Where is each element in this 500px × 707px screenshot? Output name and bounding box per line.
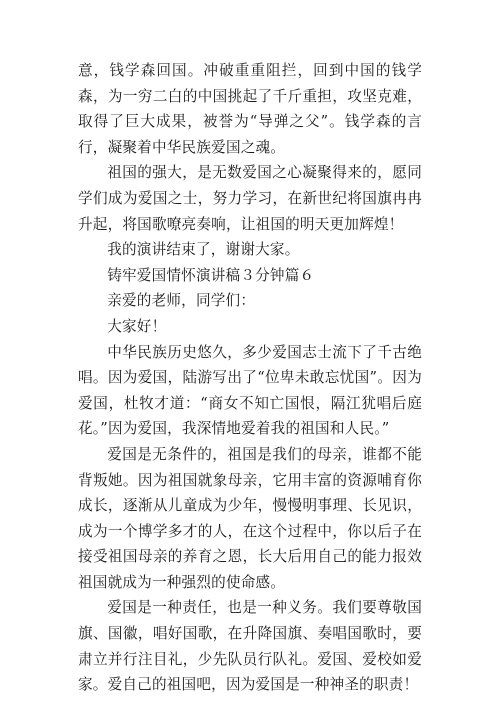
paragraph-salutation: 亲爱的老师，同学们：: [107, 292, 256, 310]
paragraph-unconditional-love: 爱国是无条件的，祖国是我们的母亲，谁都不能背叛她。因为祖国就象母亲，它用丰富的资源哺育你成长，逐渐从儿童成为少年，慢慢明事理、长见识，成为一个博学多才的人，在这个过程中，你以后子在接受祖国母亲的养育之恩，长大后用自己的能力报效祖国就成为一种强烈的使命感。: [78, 445, 422, 591]
section-heading-speech-6: 铸牢爱国情怀演讲稿３分钟篇６: [107, 266, 315, 284]
paragraph-responsibility-duty: 爱国是一种责任，也是一种义务。我们要尊敬国旗、国徽，唱好国歌，在升降国旗、奏唱国歌时，要肃立并行注目礼，少先队员行队礼。爱国、爱校如爱家。爱自己的祖国吧，因为爱国是一种神圣的职责！: [78, 599, 422, 694]
document-body: [78, 58, 422, 698]
paragraph-speech-end: 我的演讲结束了，谢谢大家。: [107, 241, 300, 259]
paragraph-qian-xuesen-ending: 意，钱学森回国。冲破重重阻拦，回到中国的钱学森，为一穷二白的中国挑起了千斤重担，攻坚克难，取得了巨大成果，被誉为“导弹之父”。钱学森的言行，凝聚着中华民族爱国之魂。: [78, 62, 422, 156]
paragraph-history-patriots: 中华民族历史悠久，多少爱国志士流下了千古绝唱。因为爱国，陆游写出了“位卑未敢忘忧国”。因为爱国，杜牧才道：“商女不知亡国恨，隔江犹唱后庭花。”因为爱国，我深情地爱着我的祖国和人民。”: [78, 343, 422, 438]
paragraph-greeting: 大家好！: [107, 317, 167, 335]
paragraph-motherland-strength: 祖国的强大，是无数爱国之心凝聚得来的，愿同学们成为爱国之士，努力学习，在新世纪将国旗冉冉升起，将国歌嘹亮奏响，让祖国的明天更加辉煌！: [78, 164, 422, 233]
